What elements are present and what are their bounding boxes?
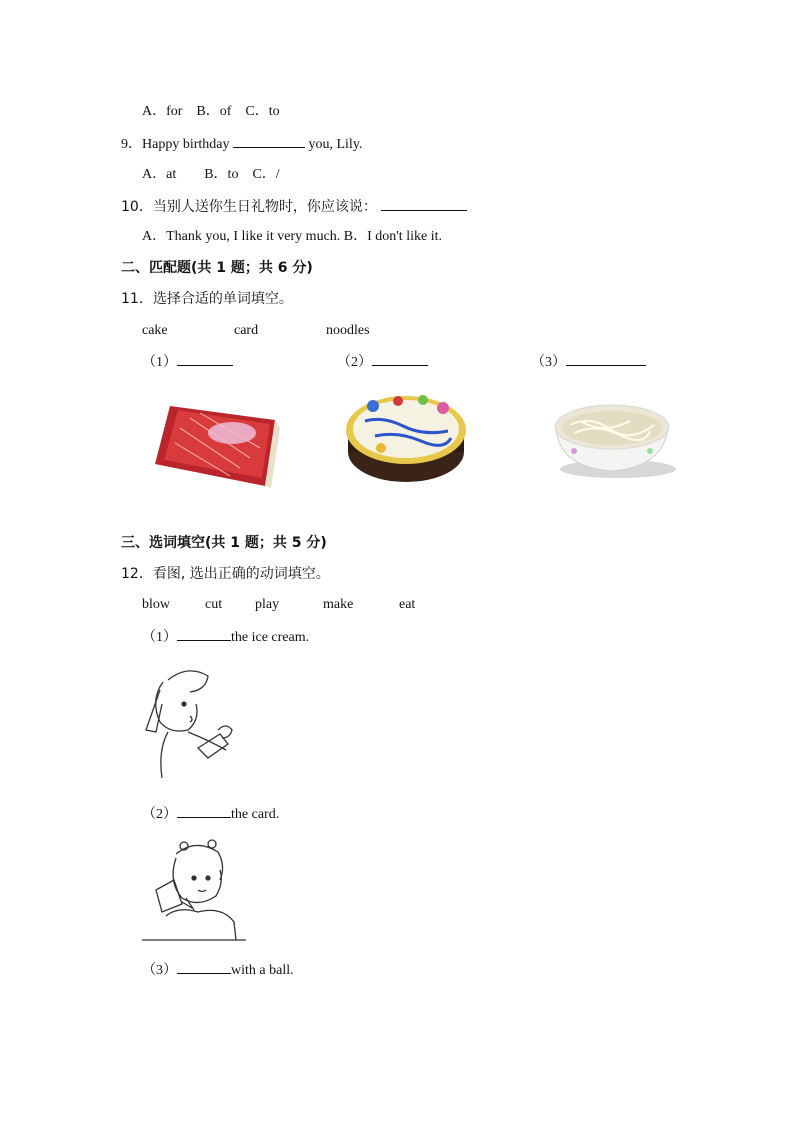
q12-word-eat: eat bbox=[399, 597, 416, 612]
eye bbox=[182, 702, 186, 706]
q12-word-blow: blow bbox=[142, 597, 170, 612]
card-in-hand bbox=[156, 880, 182, 912]
ice-cream-scoop bbox=[218, 726, 232, 738]
q12-item-2-label: （2） bbox=[142, 807, 177, 822]
q10-options: A．Thank you, I like it very much. B．I don't like it. bbox=[142, 229, 442, 244]
q10-answer-blank[interactable] bbox=[381, 196, 467, 211]
q11-item-1-blank[interactable] bbox=[177, 351, 233, 366]
q8-options: A．for B．of C．to bbox=[142, 104, 280, 119]
q12-item-1 bbox=[142, 626, 309, 648]
q11-item-2 bbox=[337, 351, 428, 373]
birthday-card-picture bbox=[150, 398, 285, 490]
cake-balloon-red bbox=[393, 396, 403, 406]
q12-word-cut: cut bbox=[205, 597, 223, 612]
body-outline bbox=[166, 910, 236, 940]
scissors bbox=[182, 898, 194, 910]
q12-item-2-blank[interactable] bbox=[177, 803, 231, 818]
q11-stem: 11．选择合适的单词填空。 bbox=[121, 291, 293, 307]
eye bbox=[192, 876, 196, 880]
girl-cutting-card-sketch bbox=[138, 836, 250, 946]
q11-word-noodles: noodles bbox=[326, 323, 370, 338]
section-2-heading: 二、匹配题(共 1 题；共 6 分) bbox=[121, 260, 313, 276]
q12-word-make: make bbox=[323, 597, 354, 612]
q10-question bbox=[121, 196, 467, 217]
eye-2 bbox=[206, 876, 210, 880]
section-3-heading: 三、选词填空(共 1 题；共 5 分) bbox=[121, 535, 327, 551]
q9-options: A．at B．to C．/ bbox=[142, 167, 280, 182]
q11-item-3-blank[interactable] bbox=[566, 351, 646, 366]
q12-stem: 12．看图, 选出正确的动词填空。 bbox=[121, 566, 330, 582]
bowl-pattern bbox=[571, 448, 577, 454]
girl-eating-ice-cream-sketch bbox=[138, 660, 238, 784]
q12-item-2 bbox=[142, 803, 279, 825]
cake-balloon-blue bbox=[367, 400, 379, 412]
hair-outline bbox=[168, 671, 208, 692]
body-outline bbox=[161, 732, 226, 778]
q11-item-2-label: （2） bbox=[337, 355, 372, 370]
q12-item-1-text: the ice cream. bbox=[231, 630, 310, 645]
q9-stem: 9．Happy birthday bbox=[121, 137, 230, 152]
q11-item-1 bbox=[142, 351, 233, 373]
q10-stem: 10．当别人送你生日礼物时，你应该说： bbox=[121, 199, 377, 215]
face-outline bbox=[173, 858, 221, 903]
mouth bbox=[190, 716, 192, 722]
q11-word-cake: cake bbox=[142, 323, 168, 338]
q12-item-3 bbox=[142, 959, 294, 981]
hair-outline bbox=[176, 845, 223, 880]
q12-item-1-label: （1） bbox=[142, 630, 177, 645]
q12-item-3-text: with a ball. bbox=[231, 963, 294, 978]
q11-item-3-label: （3） bbox=[531, 355, 566, 370]
noodles-bowl-picture bbox=[550, 395, 680, 481]
q12-item-3-label: （3） bbox=[142, 963, 177, 978]
q12-item-3-blank[interactable] bbox=[177, 959, 231, 974]
card-flower-decoration bbox=[208, 422, 256, 444]
ponytail bbox=[146, 690, 162, 732]
cake-balloon-pink bbox=[437, 402, 449, 414]
q11-item-1-label: （1） bbox=[142, 355, 177, 370]
birthday-cake-picture bbox=[343, 386, 471, 490]
q12-word-play: play bbox=[255, 597, 280, 612]
q9-stem-end: you, Lily. bbox=[308, 137, 363, 152]
q11-word-card: card bbox=[234, 323, 259, 338]
q12-item-2-text: the card. bbox=[231, 807, 280, 822]
q11-item-3 bbox=[531, 351, 646, 373]
cake-balloon-green bbox=[418, 395, 428, 405]
bowl-pattern-2 bbox=[647, 448, 653, 454]
q9-question bbox=[121, 133, 362, 155]
cake-decoration bbox=[376, 443, 386, 453]
hair-bow-right bbox=[208, 840, 216, 848]
q9-answer-blank[interactable] bbox=[233, 133, 305, 148]
mouth bbox=[198, 890, 206, 892]
q12-item-1-blank[interactable] bbox=[177, 626, 231, 641]
q11-item-2-blank[interactable] bbox=[372, 351, 428, 366]
